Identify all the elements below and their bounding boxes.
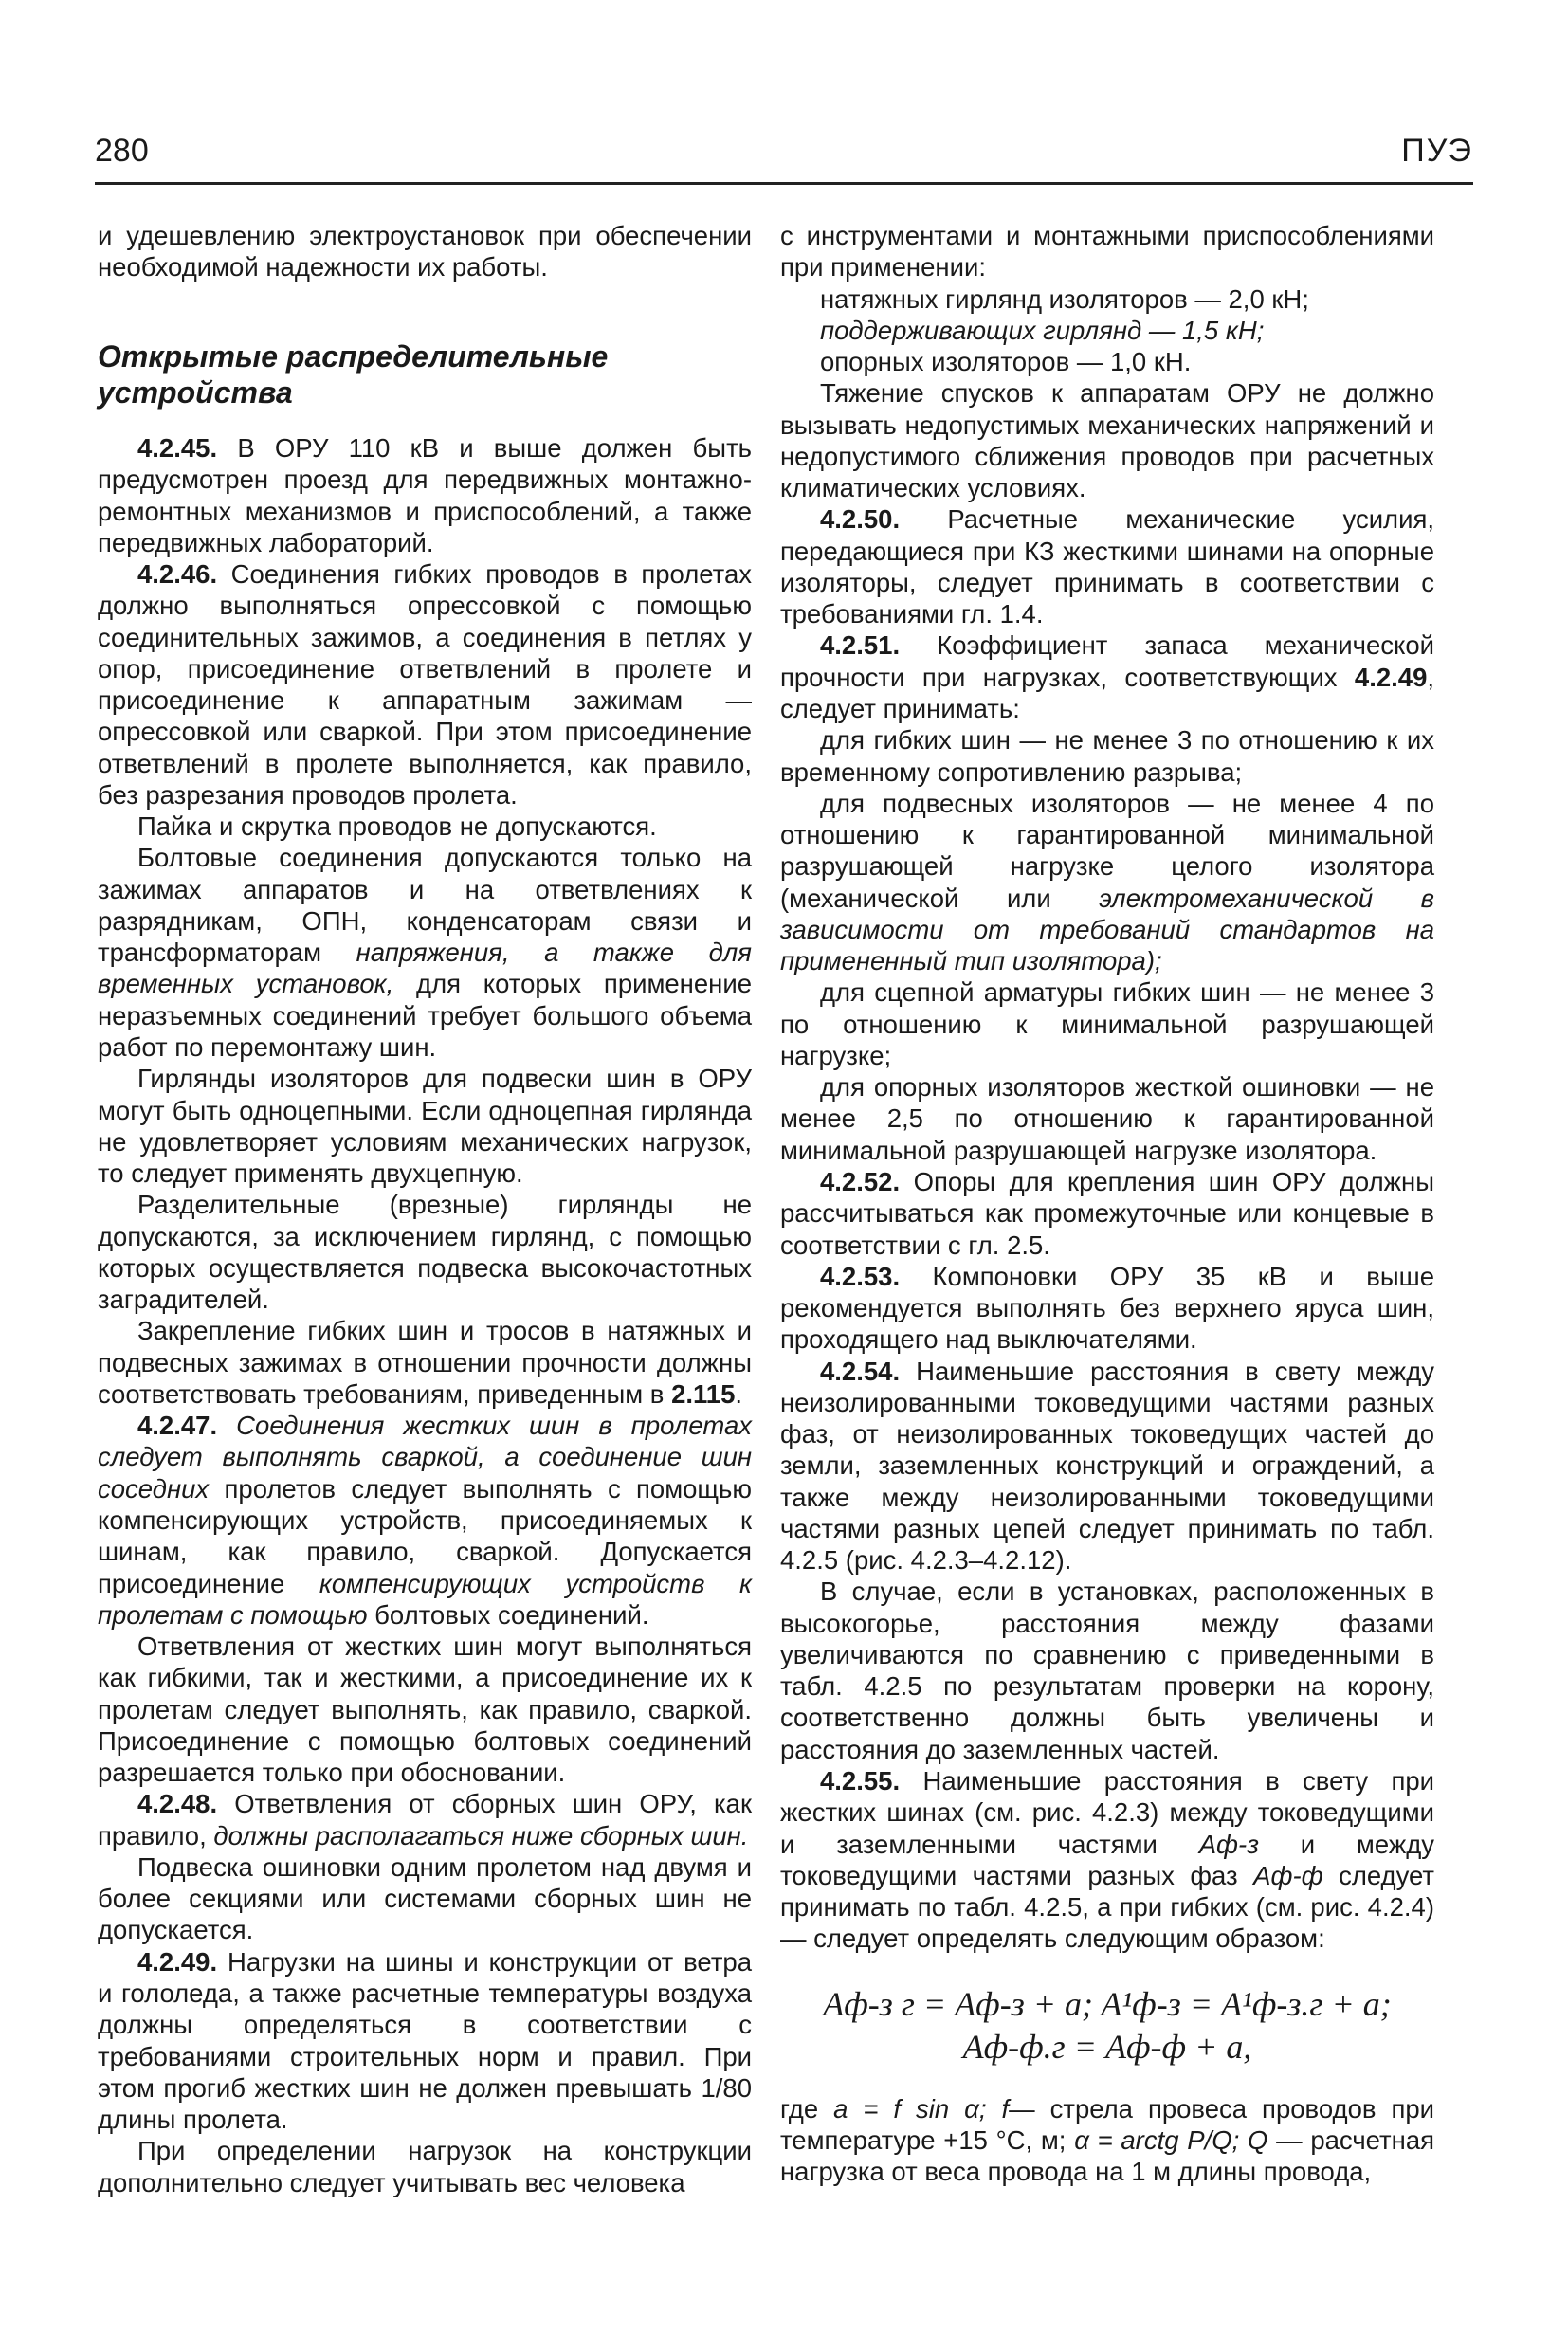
left-column — [98, 220, 752, 2198]
paragraph: с инструментами и монтажными приспособлениями при применении: — [780, 221, 1434, 283]
paragraph: Закрепление гибких шин и тросов в натяжных и подвесных зажимах в отношении прочности должны соответствовать требованиям, приведенным в 2.115. — [98, 1316, 752, 1409]
paragraph: Подвеска ошиновки одним пролетом над двумя и более секциями или системами сборных шин не допускается. — [98, 1851, 752, 1945]
paragraph: При определении нагрузок на конструкции дополнительно следует учитывать вес человека — [98, 2136, 752, 2197]
formula-symbol: Aф-з — [1198, 1829, 1259, 1859]
clause-4-2-48: 4.2.48. Ответвления от сборных шин ОРУ, как правило, должны располагаться ниже сборных шин. — [98, 1789, 752, 1851]
clause-4-2-45: 4.2.45. В ОРУ 110 кВ и выше должен быть предусмотрен проезд для передвижных монтажно-ремонтных механизмов и приспособлений, а также передвижных лабораторий. — [98, 432, 752, 557]
paragraph: и удешевлению электроустановок при обеспечении необходимой надежности их работы. — [98, 221, 752, 283]
page-header — [95, 133, 1473, 185]
formula-line: Aф-з г = Aф-з + a; A¹ф-з = A¹ф-з.г + a; — [823, 1984, 1392, 2023]
formula-symbol: Aф-ф — [1253, 1860, 1323, 1890]
list-item: поддерживающих гирлянд — 1,5 кН; — [820, 315, 1265, 345]
clause-4-2-46: 4.2.46. Соединения гибких проводов в пролетах должно выполняться опрессовкой с помощью соединительных зажимов, а соединения в петлях у опор, присоединение ответвлений в пролете и присоединение к аппаратным зажимам — опрессовкой или сваркой. При этом присоединение ответвлений в пролете выполняется, как правило, без разрезания проводов пролета. — [98, 559, 753, 810]
right-column — [780, 220, 1434, 2187]
running-title: ПУЭ — [1401, 133, 1473, 169]
list-item: натяжных гирлянд изоляторов — 2,0 кН; — [820, 283, 1309, 314]
paragraph: Разделительные (врезные) гирлянды не допускаются, за исключением гирлянд, с помощью которых осуществляется подвеска высокочастотных заградителей. — [98, 1190, 752, 1315]
page-number: 280 — [95, 133, 149, 169]
list-item: опорных изоляторов — 1,0 кН. — [820, 347, 1192, 377]
paragraph: Болтовые соединения допускаются только на зажимах аппаратов и на ответвлениях к разрядникам, ОПН, конденсаторам связи и трансформаторам напряжения, а также для временных установок, для которых применение неразъемных соединений требует большого объема работ по перемонтажу шин. — [98, 843, 752, 1063]
paragraph: В случае, если в установках, расположенных в высокогорье, расстояния между фазами увеличиваются по сравнению с приведенными в табл. 4.2.5 по результатам проверки на корону, соответственно должны быть увеличены и расстояния до заземленных частей. — [780, 1577, 1434, 1764]
paragraph: Гирлянды изоляторов для подвески шин в ОРУ могут быть одноцепными. Если одноцепная гирлянда не удовлетворяет условиям механических нагрузок, то следует применять двухцепную. — [98, 1064, 752, 1189]
paragraph: Ответвления от жестких шин могут выполняться как гибкими, так и жесткими, а присоединение их к пролетам следует выполнять, как правило, сваркой. Присоединение с помощью болтовых соединений разрешается только при обосновании. — [98, 1632, 752, 1788]
clause-4-2-55: 4.2.55. Наименьшие расстояния в свету при жестких шинах (см. рис. 4.2.3) между токоведущими и заземленными частями Aф-з и между токоведущими частями разных фаз Aф-ф следует принимать по табл. 4.2.5, а при гибких (см. рис. 4.2.4) — следует определять следующим образом: — [780, 1766, 1435, 1954]
clause-4-2-52: 4.2.52. Опоры для крепления шин ОРУ должны рассчитываться как промежуточные или концевые в соответствии с гл. 2.5. — [780, 1166, 1435, 1260]
clause-4-2-49: 4.2.49. Нагрузки на шины и конструкции от ветра и гололеда, а также расчетные температуры воздуха должны определяться в соответствии с требованиями строительных норм и правил. При этом прогиб жестких шин не должен превышать 1/80 длины пролета. — [98, 1946, 752, 2135]
clause-4-2-54: 4.2.54. Наименьшие расстояния в свету между неизолированными токоведущими частями разных фаз, от неизолированных токоведущих частей до земли, заземленных конструкций и ограждений, а также между неизолированными токоведущими частями разных цепей следует принимать по табл. 4.2.5 (рис. 4.2.3–4.2.12). — [780, 1356, 1434, 1576]
paragraph: где a = f sin α; f— стрела провеса проводов при температуре +15 °С, м; α = arctg P/Q; Q — расчетная нагрузка от веса провода на 1 м длины провода, — [780, 2093, 1435, 2187]
list-item: для сцепной арматуры гибких шин — не менее 3 по отношению к минимальной разрушающей нагрузке; — [780, 977, 1434, 1070]
clause-4-2-51: 4.2.51. Коэффициент запаса механической прочности при нагрузках, соответствующих 4.2.49, следует принимать: — [780, 630, 1435, 723]
paragraph: Тяжение спусков к аппаратам ОРУ не должно вызывать недопустимых механических напряжений и недопустимого сближения проводов при расчетных климатических условиях. — [780, 378, 1434, 503]
clause-4-2-53: 4.2.53. Компоновки ОРУ 35 кВ и выше рекомендуется выполнять без верхнего яруса шин, проходящего над выключателями. — [780, 1261, 1434, 1355]
formula-block — [780, 1983, 1434, 2069]
section-heading: Открытые распределительные устройства — [98, 338, 609, 410]
formula-line: Aф-ф.г = Aф-ф + a, — [962, 2027, 1252, 2066]
clause-4-2-50: 4.2.50. Расчетные механические усилия, передающиеся при КЗ жесткими шинами на опорные изоляторы, следует принимать в соответствии с требованиями гл. 1.4. — [780, 504, 1434, 629]
list-item: для опорных изоляторов жесткой ошиновки — не менее 2,5 по отношению к гарантированной минимальной разрушающей нагрузке изолятора. — [780, 1072, 1434, 1165]
paragraph: Пайка и скрутка проводов не допускаются. — [137, 811, 657, 842]
clause-4-2-47: 4.2.47. Соединения жестких шин в пролетах следует выполнять сваркой, а соединение шин соседних пролетов следует выполнять с помощью компенсирующих устройств, присоединяемых к шинам, как правило, сваркой. Допускается присоединение компенсирующих устройств к пролетам с помощью болтовых соединений. — [98, 1411, 753, 1630]
list-item: для гибких шин — не менее 3 по отношению к их временному сопротивлению разрыва; — [780, 725, 1434, 787]
list-item: для подвесных изоляторов — не менее 4 по отношению к гарантированной минимальной разрушающей нагрузке целого изолятора (механической или электромеханической в зависимости от требований стандартов на примененный тип изолятора); — [780, 788, 1435, 976]
